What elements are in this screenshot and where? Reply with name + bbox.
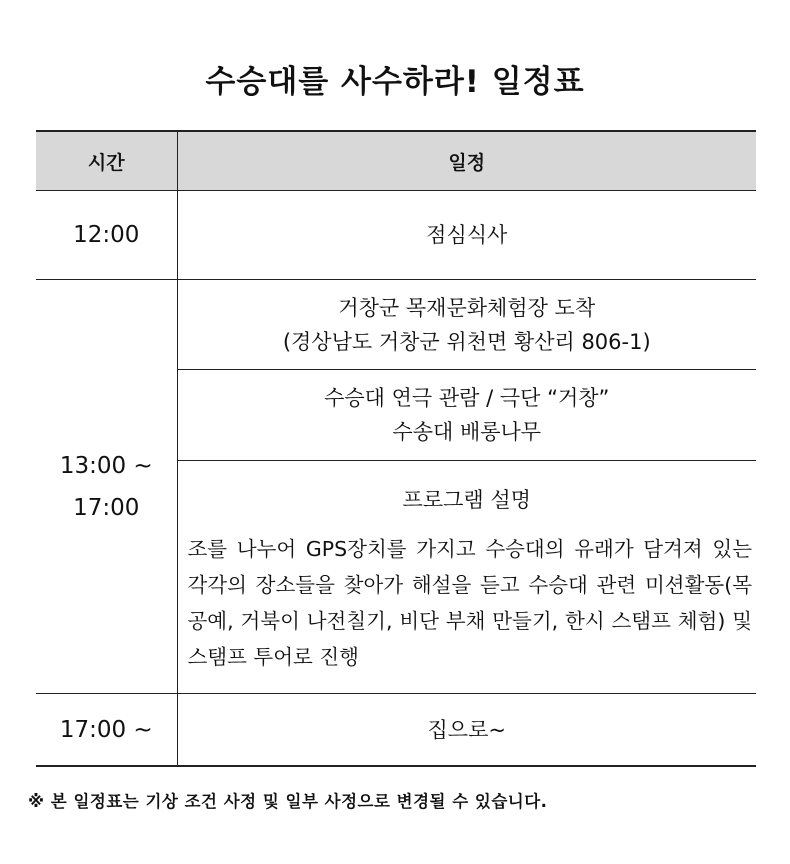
- table-row-arrival: [36, 280, 756, 370]
- show-line-2: 수송대 배롱나무: [392, 420, 542, 444]
- schedule-cell-arrival: [177, 280, 756, 370]
- show-line-1: 수승대 연극 관람 / 극단 “거창”: [324, 386, 610, 410]
- time-cell-afternoon: [36, 280, 177, 694]
- header-time: 시간: [36, 131, 177, 191]
- time-cell-home: 17:00 ~: [36, 694, 177, 767]
- table-header-row: [36, 131, 756, 191]
- schedule-cell-show: [177, 370, 756, 461]
- schedule-cell-lunch: 점심식사: [177, 191, 756, 280]
- footnote: ※ 본 일정표는 기상 조건 사정 및 일부 사정으로 변경될 수 있습니다.: [28, 792, 548, 811]
- page-title: 수승대를 사수하라! 일정표: [205, 64, 585, 100]
- header-schedule: 일정: [177, 131, 756, 191]
- time-cell-lunch: 12:00: [36, 191, 177, 280]
- schedule-cell-home: 집으로~: [177, 694, 756, 767]
- program-title: 프로그램 설명: [402, 488, 531, 512]
- arrival-line-1: 거창군 목재문화체험장 도착: [338, 295, 596, 320]
- time-start: 13:00 ~: [59, 452, 153, 479]
- schedule-table: [36, 130, 756, 767]
- table-row-home: [36, 694, 756, 767]
- time-end: 17:00: [73, 494, 140, 521]
- arrival-line-2: (경상남도 거창군 위천면 황산리 806-1): [282, 329, 651, 354]
- schedule-cell-program: [177, 461, 756, 694]
- program-description: 조를 나누어 GPS장치를 가지고 수승대의 유래가 담겨져 있는 각각의 장소들을 찾아가 해설을 듣고 수승대 관련 미션활동(목공예, 거북이 나전칠기, 비단 부채 만들기, 한시 스탬프 체험) 및 스탬프 투어로 진행: [187, 537, 752, 669]
- table-row-lunch: [36, 191, 756, 280]
